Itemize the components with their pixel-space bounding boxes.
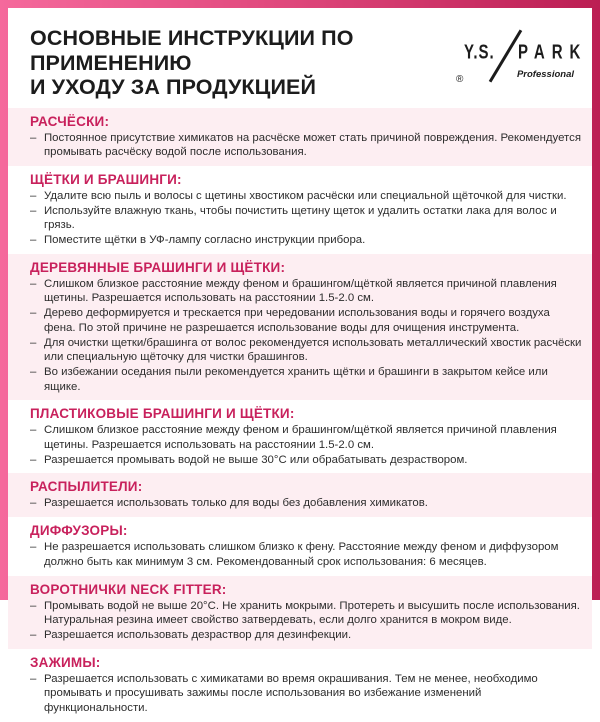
instruction-section [8, 517, 592, 575]
section-heading: РАСПЫЛИТЕЛИ: [30, 479, 143, 495]
dash-marker: – [30, 453, 37, 466]
section-items [30, 189, 584, 248]
bullet-item [30, 540, 584, 569]
bullet-text: Разрешается использовать дезраствор для дезинфекции. [44, 628, 352, 641]
dash-marker: – [30, 234, 37, 247]
bullet-text: Удалите всю пыль и волосы с щетины хвостиком расчёски или специальной щёточкой для чистки. [44, 189, 567, 202]
section-heading: ЩЁТКИ И БРАШИНГИ: [30, 171, 182, 187]
bullet-text: Разрешается использовать только для воды без добавления химикатов. [44, 497, 428, 510]
instruction-section [8, 576, 592, 649]
logo-professional-text: Professional [516, 69, 574, 80]
bullet-text: Постоянное присутствие химикатов на расчёске может стать причиной повреждения. Рекомендуется промывать расчёску водой после использования. [44, 131, 582, 159]
registered-trademark-icon: ® [456, 74, 464, 85]
ys-park-logo [442, 28, 588, 86]
dash-marker: – [30, 336, 37, 349]
dash-marker: – [30, 628, 37, 641]
bullet-item [30, 423, 584, 452]
section-heading: ДИФФУЗОРЫ: [30, 523, 128, 539]
dash-marker: – [30, 307, 37, 320]
instruction-section [8, 400, 592, 473]
bullet-item [30, 204, 584, 233]
bullet-item [30, 672, 584, 716]
section-items [30, 599, 584, 643]
bullet-item [30, 277, 584, 306]
section-items [30, 496, 584, 511]
section-heading: ДЕРЕВЯННЫЕ БРАШИНГИ И ЩЁТКИ: [30, 259, 286, 275]
bullet-item [30, 233, 584, 248]
bullet-item [30, 628, 584, 643]
instruction-page [8, 8, 592, 715]
page-title-line1: ОСНОВНЫЕ ИНСТРУКЦИИ ПО ПРИМЕНЕНИЮ [30, 26, 354, 75]
logo-park-text: PARK [518, 41, 588, 64]
instruction-section [8, 649, 592, 722]
bullet-text: Слишком близкое расстояние между феном и брашингом/щёткой является причиной плавления щетины. Разрешается использовать на расстоянии 1.5-2.0 см. [44, 424, 557, 452]
dash-marker: – [30, 599, 37, 612]
section-items [30, 131, 584, 160]
logo-ys-text: Y.S. [464, 41, 495, 64]
bullet-item [30, 365, 584, 394]
page-title-line2: И УХОДУ ЗА ПРОДУКЦИЕЙ [30, 75, 316, 99]
section-items [30, 423, 584, 467]
bullet-item [30, 453, 584, 468]
section-items [30, 672, 584, 716]
dash-marker: – [30, 277, 37, 290]
bullet-text: Разрешается промывать водой не выше 30°C или обрабатывать дезраствором. [44, 453, 468, 466]
bullet-text: Во избежании оседания пыли рекомендуется хранить щётки и брашинги в закрытом кейсе или ящике. [44, 365, 548, 393]
bullet-item [30, 336, 584, 365]
bullet-item [30, 599, 584, 628]
bullet-text: Разрешается использовать с химикатами во время окрашивания. Тем не менее, необходимо промывать и просушивать зажимы после использования во избежание изменений функциональности. [44, 672, 538, 715]
dash-marker: – [30, 541, 37, 554]
dash-marker: – [30, 365, 37, 378]
bullet-item [30, 496, 584, 511]
section-heading: ПЛАСТИКОВЫЕ БРАШИНГИ И ЩЁТКИ: [30, 406, 295, 422]
dash-marker: – [30, 204, 37, 217]
section-heading: РАСЧЁСКИ: [30, 113, 110, 129]
dash-marker: – [30, 189, 37, 202]
bullet-text: Поместите щётки в УФ-лампу согласно инструкции прибора. [44, 234, 366, 247]
bullet-item [30, 306, 584, 335]
instruction-section [8, 254, 592, 401]
bullet-text: Слишком близкое расстояние между феном и брашингом/щёткой является причиной плавления щетины. Разрешается использовать на расстоянии 1.5-2.0 см. [44, 277, 557, 305]
instruction-section [8, 108, 592, 166]
bullet-text: Для очистки щетки/брашинга от волос рекомендуется использовать металлический хвостик расчёски или специальную щёточку для чистки брашингов. [44, 336, 582, 364]
bullet-text: Промывать водой не выше 20°C. Не хранить мокрыми. Протереть и высушить после использования. Натуральная резина имеет свойство затвердевать, если долго хранится в мокром виде. [44, 599, 580, 627]
dash-marker: – [30, 672, 37, 685]
bullet-text: Дерево деформируется и трескается при чередовании использования воды и горячего воздуха фена. По этой причине не разрешается использование воды для очищения инструмента. [44, 307, 550, 334]
dash-marker: – [30, 131, 37, 144]
bullet-text: Используйте влажную ткань, чтобы почистить щетину щеток и удалить остатки лака для волос и грязь. [44, 204, 557, 232]
instruction-section [8, 166, 592, 254]
dash-marker: – [30, 424, 37, 437]
page-title [30, 26, 442, 100]
section-items [30, 540, 584, 569]
section-items [30, 277, 584, 395]
sections-container [8, 108, 592, 722]
instruction-section [8, 473, 592, 517]
bullet-text: Не разрешается использовать слишком близко к фену. Расстояние между феном и диффузором должно быть как минимум 3 см. Рекомендованный срок использования: 6 месяцев. [44, 541, 559, 568]
bullet-item [30, 131, 584, 160]
section-heading: ВОРОТНИЧКИ NECK FITTER: [30, 581, 227, 597]
bullet-item [30, 189, 584, 204]
section-heading: ЗАЖИМЫ: [30, 654, 101, 670]
dash-marker: – [30, 497, 37, 510]
page-header [8, 8, 592, 108]
